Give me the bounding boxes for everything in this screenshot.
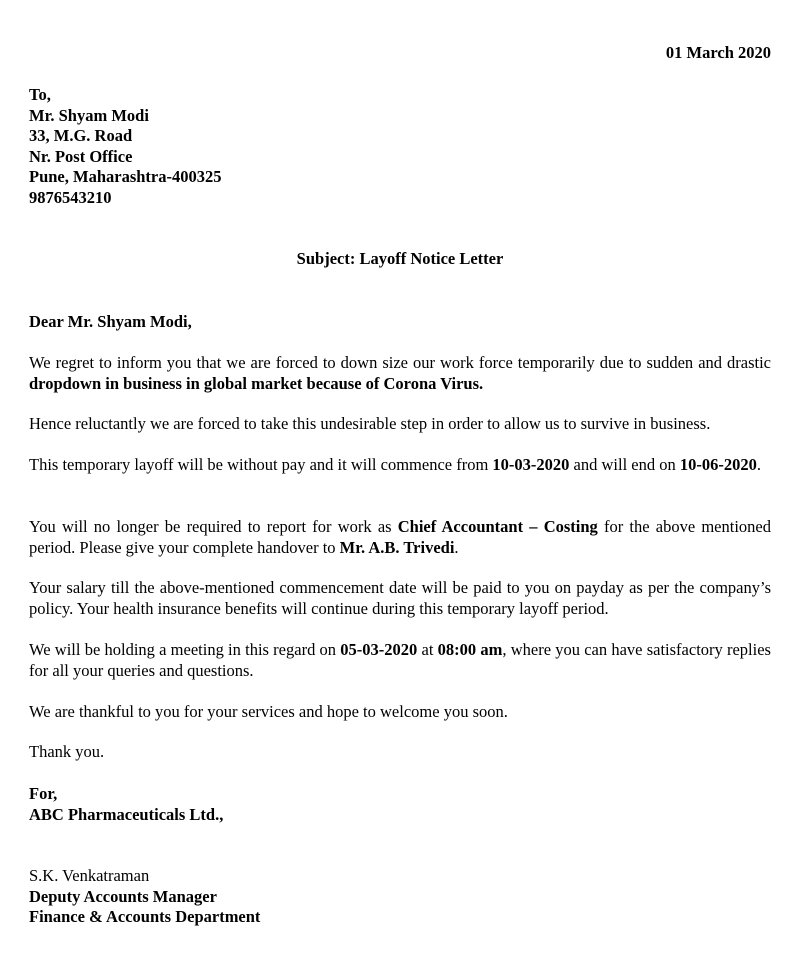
salutation: Dear Mr. Shyam Modi, <box>29 312 192 331</box>
recipient-address-line3: Pune, Maharashtra-400325 <box>29 167 222 187</box>
signatory-department: Finance & Accounts Department <box>29 907 261 927</box>
signature-block <box>29 866 771 928</box>
recipient-name: Mr. Shyam Modi <box>29 105 149 125</box>
paragraph-1-bold: dropdown in business in global market because of Corona Virus. <box>29 374 484 393</box>
paragraph-7 <box>29 701 771 722</box>
company-name: ABC Pharmaceuticals Ltd., <box>29 804 224 824</box>
paragraph-8 <box>29 741 771 762</box>
paragraph-5 <box>29 577 771 619</box>
paragraph-6-text-b: at <box>417 640 438 659</box>
recipient-address-line1: 33, M.G. Road <box>29 126 133 146</box>
paragraph-1-text: We regret to inform you that we are forced to down size our work force temporarily due to sudden and drastic <box>29 353 771 372</box>
paragraph-3-text-b: and will end on <box>569 455 680 474</box>
handover-person: Mr. A.B. Trivedi <box>339 538 455 557</box>
letter-subject: Subject: Layoff Notice Letter <box>296 249 504 268</box>
paragraph-4-text-a: You will no longer be required to report for work as <box>29 517 398 536</box>
letter-date: 01 March 2020 <box>665 43 771 62</box>
paragraph-6-text-c: , where you can have satisfactory replies for all your queries and questions. <box>29 640 771 680</box>
paragraph-2 <box>29 413 771 434</box>
recipient-phone: 9876543210 <box>29 187 112 207</box>
signatory-name: S.K. Venkatraman <box>29 866 150 885</box>
paragraph-4-text-c: . <box>454 538 459 557</box>
signatory-title: Deputy Accounts Manager <box>29 886 217 906</box>
paragraph-3 <box>29 454 771 475</box>
paragraph-8-text: Thank you. <box>29 742 105 761</box>
paragraph-3-text-c: . <box>756 455 761 474</box>
closing-block <box>29 784 771 825</box>
closing-for: For, <box>29 784 58 803</box>
paragraph-1 <box>29 352 771 394</box>
paragraph-4 <box>29 516 771 558</box>
layoff-end-date: 10-06-2020 <box>679 455 757 474</box>
job-title: Chief Accountant – Costing <box>397 517 598 536</box>
paragraph-3-text-a: This temporary layoff will be without pay and it will commence from <box>29 455 493 474</box>
paragraph-5-text: Your salary till the above-mentioned commencement date will be paid to you on payday as per the company’s policy. Your health insurance benefits will continue during this temporary layoff period. <box>29 578 771 618</box>
recipient-to: To, <box>29 85 51 104</box>
recipient-address <box>29 85 771 209</box>
paragraph-6-text-a: We will be holding a meeting in this regard on <box>29 640 341 659</box>
meeting-date: 05-03-2020 <box>340 640 418 659</box>
paragraph-6 <box>29 639 771 681</box>
paragraph-7-text: We are thankful to you for your services and hope to welcome you soon. <box>29 702 508 721</box>
layoff-start-date: 10-03-2020 <box>492 455 570 474</box>
recipient-address-line2: Nr. Post Office <box>29 146 133 166</box>
meeting-time: 08:00 am <box>437 640 503 659</box>
paragraph-4-text-b: for the above mentioned period. Please give your complete handover to <box>29 517 771 557</box>
paragraph-2-text: Hence reluctantly we are forced to take this undesirable step in order to allow us to survive in business. <box>29 414 711 433</box>
